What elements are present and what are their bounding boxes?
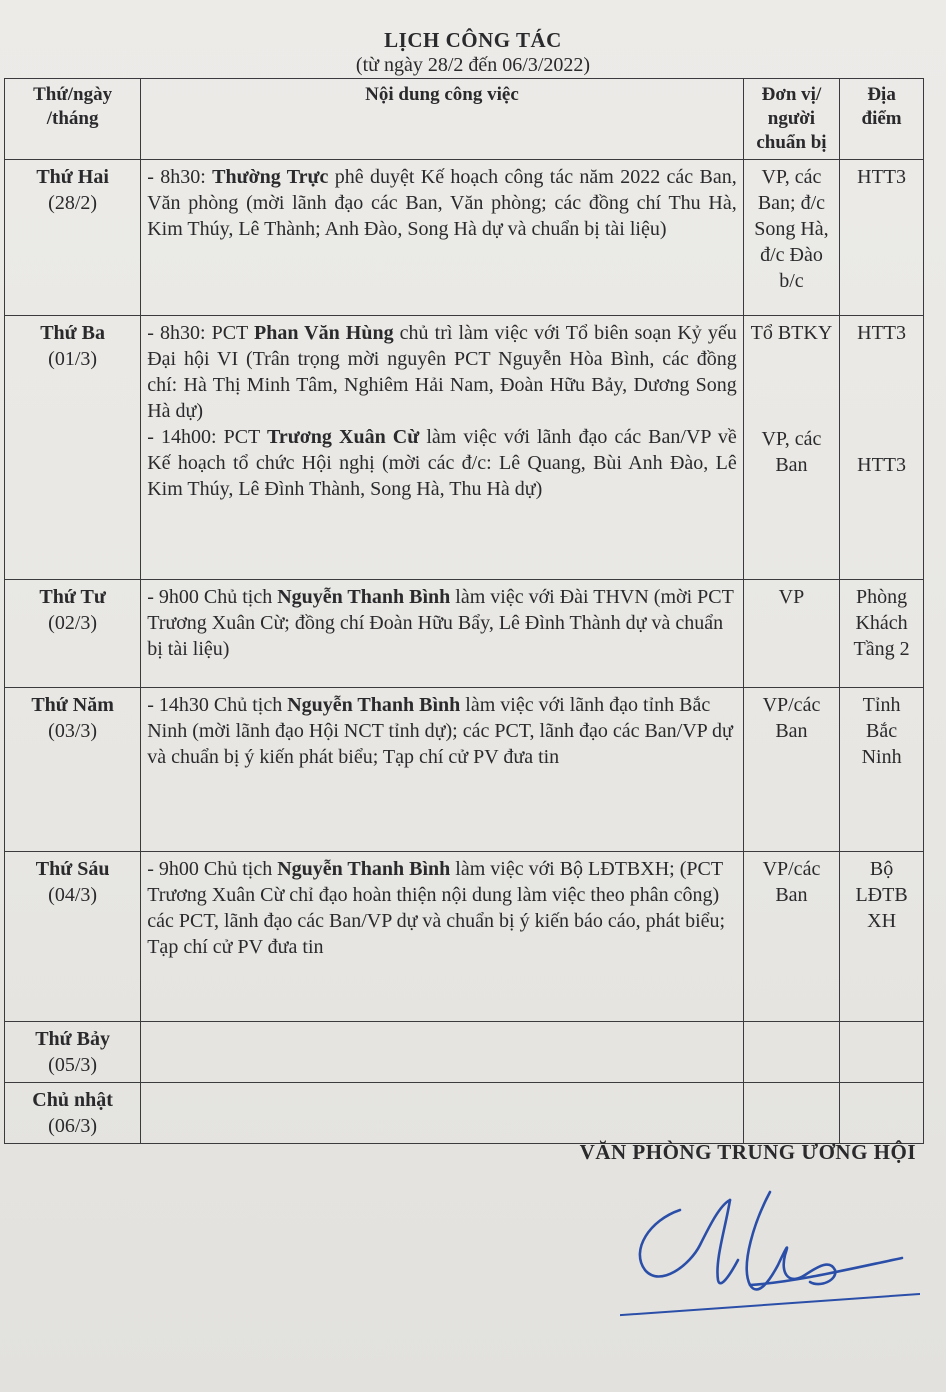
unit-cell xyxy=(743,1022,839,1083)
place-cell xyxy=(840,852,924,1022)
schedule-table xyxy=(4,78,924,1144)
unit-cell xyxy=(743,316,839,580)
unit-text: VP/các Ban xyxy=(762,858,821,906)
unit-cell xyxy=(743,160,839,316)
day-name: Thứ Bảy xyxy=(35,1028,111,1050)
column-header-place: Địa điểm xyxy=(840,79,924,160)
unit-text: VP xyxy=(778,586,805,608)
office-signature-line: VĂN PHÒNG TRUNG ƯƠNG HỘI xyxy=(579,1140,916,1164)
table-row xyxy=(5,316,924,580)
list-item xyxy=(147,856,737,960)
place-cell xyxy=(840,688,924,852)
item-prefix: - 14h30 Chủ tịch xyxy=(147,694,288,716)
unit-text: Tổ BTKY xyxy=(750,322,833,344)
item-prefix: - 9h00 Chủ tịch xyxy=(147,858,278,880)
document-subtitle: (từ ngày 28/2 đến 06/3/2022) xyxy=(355,54,591,76)
content-cell xyxy=(141,316,744,580)
place-text: Bộ LĐTB XH xyxy=(855,858,908,932)
item-text: làm việc với Bộ LĐTBXH; (PCT Trương Xuân Cừ chỉ đạo hoàn thiện nội dung làm việc theo phân công) các PCT, lãnh đạo các Ban/VP dự và chuẩn bị ý kiến báo cáo, phát biểu; Tạp chí cử PV đưa tin xyxy=(147,858,726,958)
unit-cell xyxy=(743,852,839,1022)
content-cell xyxy=(141,580,744,688)
list-item xyxy=(147,320,737,424)
place-cell xyxy=(840,160,924,316)
item-person: Nguyễn Thanh Bình xyxy=(277,586,451,608)
day-date: (06/3) xyxy=(48,1115,98,1137)
list-item xyxy=(147,584,737,662)
content-cell xyxy=(141,160,744,316)
place-cell xyxy=(840,1083,924,1144)
unit-cell xyxy=(743,1083,839,1144)
day-name: Thứ Sáu xyxy=(35,858,110,880)
place-text: HTT3 xyxy=(857,166,907,188)
place-cell xyxy=(840,316,924,580)
unit-cell xyxy=(743,688,839,852)
day-date: (01/3) xyxy=(48,348,98,370)
day-name: Thứ Năm xyxy=(31,694,114,716)
unit-text: VP, các Ban xyxy=(761,428,822,476)
day-name: Thứ Ba xyxy=(40,322,106,344)
day-cell xyxy=(5,160,141,316)
day-cell xyxy=(5,1022,141,1083)
day-cell xyxy=(5,852,141,1022)
day-cell xyxy=(5,1083,141,1144)
place-cell xyxy=(840,580,924,688)
list-item xyxy=(147,424,737,502)
column-header-day: Thứ/ngày /tháng xyxy=(5,79,141,160)
place-text: Phòng Khách Tầng 2 xyxy=(853,586,910,660)
day-cell xyxy=(5,580,141,688)
item-text: làm việc với Đài THVN (mời PCT Trương Xuân Cừ; đồng chí Đoàn Hữu Bẩy, Lê Đình Thành dự và chuẩn bị tài liệu) xyxy=(147,586,734,660)
day-name: Chủ nhật xyxy=(32,1089,113,1111)
table-row xyxy=(5,160,924,316)
day-name: Thứ Hai xyxy=(36,166,109,188)
content-cell xyxy=(141,852,744,1022)
place-text: HTT3 xyxy=(857,322,907,344)
content-cell xyxy=(141,1083,744,1144)
item-person: Nguyễn Thanh Bình xyxy=(287,694,461,716)
content-cell xyxy=(141,688,744,852)
content-cell xyxy=(141,1022,744,1083)
day-name: Thứ Tư xyxy=(39,586,106,608)
place-cell xyxy=(840,1022,924,1083)
table-row xyxy=(5,1083,924,1144)
list-item xyxy=(147,692,737,770)
item-prefix: - 8h30: xyxy=(147,166,213,188)
item-prefix: - 8h30: PCT xyxy=(147,322,254,344)
day-cell xyxy=(5,316,141,580)
day-date: (04/3) xyxy=(48,884,98,906)
table-row xyxy=(5,852,924,1022)
item-text: chủ trì làm việc với Tổ biên soạn Kỷ yếu Đại hội VI (Trân trọng mời nguyên PCT Nguyễn Hòa Bình, các đồng chí: Hà Thị Minh Tâm, Nghiêm Hải Nam, Đoàn Hữu Bảy, Dương Song Hà dự) xyxy=(147,322,737,422)
unit-text: VP, các Ban; đ/c Song Hà, đ/c Đào b/c xyxy=(754,166,829,292)
day-date: (02/3) xyxy=(48,612,98,634)
column-header-unit: Đơn vị/ người chuẩn bị xyxy=(743,79,839,160)
table-row xyxy=(5,1022,924,1083)
day-date: (28/2) xyxy=(48,192,98,214)
item-person: Phan Văn Hùng xyxy=(253,322,394,344)
spacer xyxy=(750,346,833,426)
item-prefix: - 14h00: PCT xyxy=(147,426,267,448)
list-item xyxy=(147,164,737,242)
item-text: phê duyệt Kế hoạch công tác năm 2022 các Ban, Văn phòng (mời lãnh đạo các Ban, Văn phòng; các đồng chí Thu Hà, Kim Thúy, Lê Thành; Anh Đào, Song Hà dự và chuẩn bị tài liệu) xyxy=(147,166,737,240)
handwritten-signature-icon xyxy=(620,1170,920,1335)
item-person: Trương Xuân Cừ xyxy=(267,426,420,448)
item-person: Nguyễn Thanh Bình xyxy=(277,858,451,880)
day-date: (03/3) xyxy=(48,720,98,742)
unit-text: VP/các Ban xyxy=(762,694,821,742)
item-text: làm việc với lãnh đạo các Ban/VP về Kế hoạch tổ chức Hội nghị (mời các đ/c: Lê Quang, Bùi Anh Đào, Lê Kim Thúy, Lê Đình Thành, Song Hà, Thu Hà dự) xyxy=(147,426,737,500)
table-row xyxy=(5,688,924,852)
item-text: làm việc với lãnh đạo tỉnh Bắc Ninh (mời lãnh đạo Hội NCT tỉnh dự); các PCT, lãnh đạo các Ban/VP dự và chuẩn bị ý kiến phát biểu; Tạp chí cử PV đưa tin xyxy=(147,694,733,768)
item-prefix: - 9h00 Chủ tịch xyxy=(147,586,278,608)
column-header-content: Nội dung công việc xyxy=(141,79,744,160)
spacer xyxy=(846,346,917,452)
place-text: Tỉnh Bắc Ninh xyxy=(861,694,902,768)
day-date: (05/3) xyxy=(48,1054,98,1076)
item-person: Thường Trực xyxy=(212,166,329,188)
table-row xyxy=(5,580,924,688)
place-text: HTT3 xyxy=(857,454,907,476)
unit-cell xyxy=(743,580,839,688)
day-cell xyxy=(5,688,141,852)
document-title: LỊCH CÔNG TÁC xyxy=(384,28,562,52)
